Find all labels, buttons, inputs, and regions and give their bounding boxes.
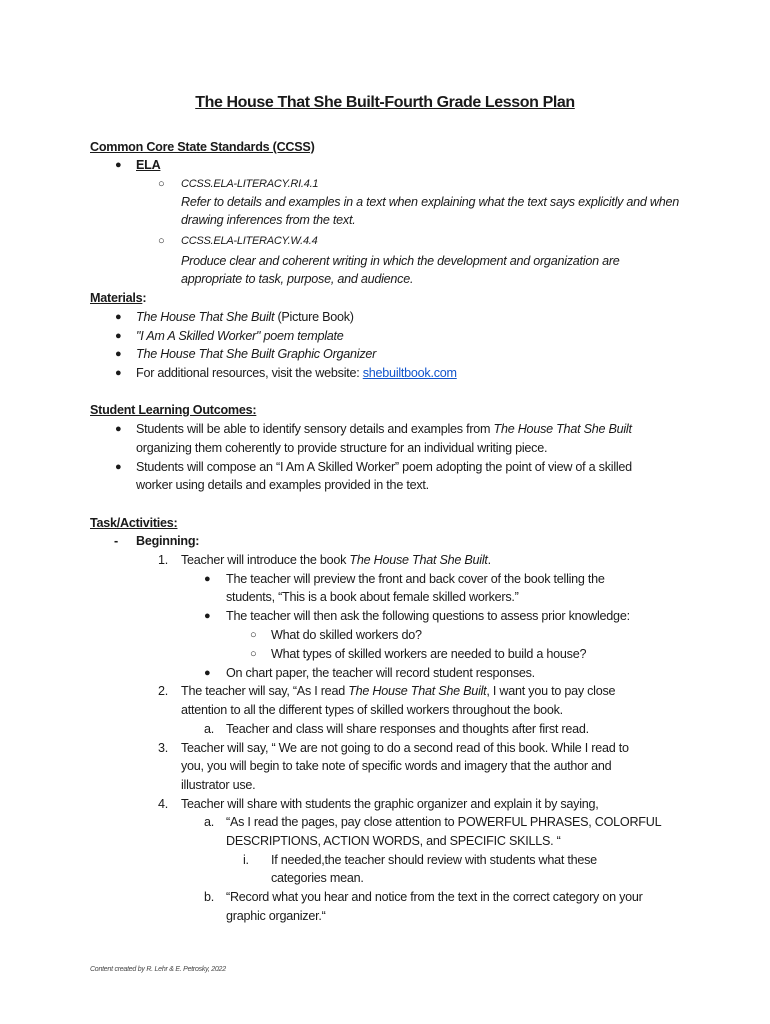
step-text-part: The teacher will say, “As I read	[181, 684, 349, 698]
sub-sub-step-marker: i.	[243, 853, 249, 867]
outcome-text: organizing them coherently to provide structure for an individual writing piece.	[136, 441, 548, 455]
sub-step-marker: a.	[204, 722, 215, 736]
circle-bullet-icon: ○	[158, 235, 165, 247]
material-book-title: The House That She Built	[136, 310, 275, 324]
step-bullet: The teacher will then ask the following questions to assess prior knowledge:	[226, 609, 630, 623]
circle-bullet-icon: ○	[250, 629, 257, 641]
sub-step-marker: b.	[204, 890, 215, 904]
footer-credit: Content created by R. Lehr & E. Petrosky, 2022	[90, 966, 226, 973]
step-text: Teacher will share with students the graphic organizer and explain it by saying,	[181, 797, 599, 811]
standard-code: CCSS.ELA-LITERACY.W.4.4	[181, 235, 318, 247]
bullet-icon: ●	[115, 159, 122, 171]
standard-text: Refer to details and examples in a text when explaining what the text says explicitly and when	[181, 195, 680, 209]
bullet-icon: ●	[204, 610, 211, 622]
standard-code: CCSS.ELA-LITERACY.RI.4.1	[181, 178, 319, 190]
material-item: The House That She Built Graphic Organizer	[136, 347, 377, 361]
outcome-item: Students will compose an “I Am A Skilled Worker” poem adopting the point of view of a skilled	[136, 460, 632, 474]
outcomes-heading: Student Learning Outcomes:	[90, 403, 257, 417]
step-text: attention to all the different types of skilled workers throughout the book.	[181, 703, 563, 717]
step-text-part: Teacher will introduce the book	[181, 553, 350, 567]
step-text	[181, 682, 615, 700]
tasks-heading: Task/Activities:	[90, 516, 178, 530]
material-item	[136, 308, 354, 326]
sub-step-text: Teacher and class will share responses and thoughts after first read.	[226, 722, 589, 736]
sub-step-text: DESCRIPTIONS, ACTION WORDS, and SPECIFIC SKILLS. “	[226, 834, 561, 848]
step-number: 1.	[158, 553, 169, 567]
page-title: The House That She Built-Fourth Grade Lesson Plan	[195, 94, 575, 111]
step-number: 2.	[158, 684, 169, 698]
material-item-text: For additional resources, visit the website:	[136, 366, 363, 380]
bullet-icon: ●	[115, 348, 122, 360]
outcome-item	[136, 420, 632, 438]
material-item-note: (Picture Book)	[274, 310, 354, 324]
step-book-title: The House That She Built	[348, 684, 487, 698]
step-text	[181, 551, 491, 569]
standard-text: appropriate to task, purpose, and audience.	[181, 272, 414, 286]
sub-step-text: “As I read the pages, pay close attention to POWERFUL PHRASES, COLORFUL	[226, 815, 662, 829]
sub-sub-step-text: categories mean.	[271, 871, 364, 885]
bullet-icon: ●	[115, 330, 122, 342]
standard-text: Produce clear and coherent writing in which the development and organization are	[181, 254, 620, 268]
dash-marker: -	[114, 534, 118, 548]
circle-bullet-icon: ○	[158, 178, 165, 190]
step-text: illustrator use.	[181, 778, 256, 792]
sub-step-text: “Record what you hear and notice from the text in the correct category on your	[226, 890, 643, 904]
step-text-part: , I want you to pay close	[486, 684, 616, 698]
question-item: What do skilled workers do?	[271, 628, 422, 642]
materials-heading	[90, 289, 146, 307]
ccss-heading: Common Core State Standards (CCSS)	[90, 140, 315, 154]
step-bullet: students, “This is a book about female skilled workers.”	[226, 590, 519, 604]
step-text-part: .	[487, 553, 491, 567]
beginning-label: Beginning:	[136, 534, 200, 548]
material-item: "I Am A Skilled Worker" poem template	[136, 329, 344, 343]
step-bullet: On chart paper, the teacher will record student responses.	[226, 666, 535, 680]
outcome-text: worker using details and examples provided in the text.	[136, 478, 429, 492]
bullet-icon: ●	[115, 461, 122, 473]
bullet-icon: ●	[204, 667, 211, 679]
question-item: What types of skilled workers are needed to build a house?	[271, 647, 587, 661]
step-bullet: The teacher will preview the front and back cover of the book telling the	[226, 572, 605, 586]
bullet-icon: ●	[204, 573, 211, 585]
ela-label: ELA	[136, 158, 161, 172]
step-text: you, you will begin to take note of specific words and imagery that the author and	[181, 759, 612, 773]
sub-step-marker: a.	[204, 815, 215, 829]
step-book-title: The House That She Built	[349, 553, 488, 567]
bullet-icon: ●	[115, 311, 122, 323]
step-text: Teacher will say, “ We are not going to do a second read of this book. While I read to	[181, 741, 629, 755]
outcome-book-title: The House That She Built	[493, 422, 632, 436]
website-link[interactable]: shebuiltbook.com	[362, 366, 457, 380]
sub-sub-step-text: If needed,the teacher should review with students what these	[271, 853, 597, 867]
materials-colon: :	[142, 291, 147, 305]
step-number: 3.	[158, 741, 169, 755]
step-number: 4.	[158, 797, 169, 811]
bullet-icon: ●	[115, 423, 122, 435]
standard-text: drawing inferences from the text.	[181, 213, 356, 227]
material-item	[136, 364, 457, 382]
outcome-text: Students will be able to identify sensory details and examples from	[136, 422, 494, 436]
sub-step-text: graphic organizer.“	[226, 909, 326, 923]
circle-bullet-icon: ○	[250, 648, 257, 660]
materials-heading-text: Materials	[90, 291, 143, 305]
bullet-icon: ●	[115, 367, 122, 379]
